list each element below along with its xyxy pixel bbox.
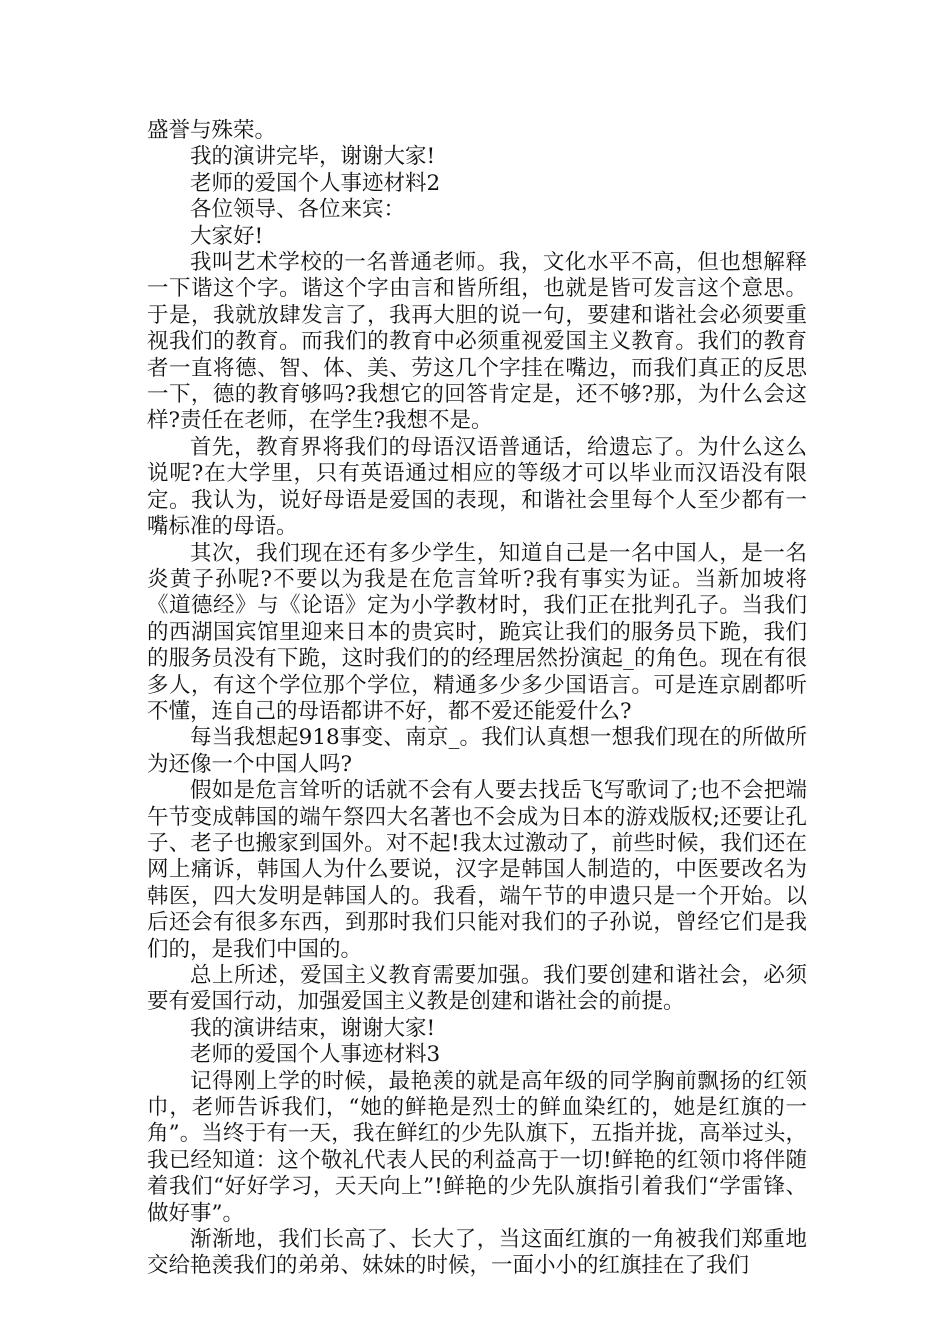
paragraph-6: 我叫艺术学校的一名普通老师。我，文化水平不高，但也想解释一下谐这个字。谐这个字由言和皆所组，也就是皆可发言这个意思。于是，我就放肆发言了，我再大胆的说一句，要建和谐社会必须要重视我们的教育。而我们的教育中必须重视爱国主义教育。我们的教育者一直将德、智、体、美、劳这几个字挂在嘴边，而我们真正的反思一下，德的教育够吗?我想它的回答肯定是，还不够?那，为什么会这样?责任在老师，在学生?我想不是。 (147, 250, 807, 434)
paragraph-8: 其次，我们现在还有多少学生，知道自己是一名中国人，是一名炎黄子孙呢?不要以为我是在危言耸听?我有事实为证。当新加坡将《道德经》与《论语》定为小学教材时，我们正在批判孔子。当我们的西湖国宾馆里迎来日本的贵宾时，跪宾让我们的服务员下跪，我们的服务员没有下跪，这时我们的的经理居然扮演起_的角色。现在有很多人，有这个学位那个学位，精通多少多少国语言。可是连京剧都听不懂，连自己的母语都讲不好，都不爱还能爱什么? (147, 540, 807, 724)
paragraph-5: 大家好! (190, 223, 264, 249)
paragraph-11: 总上所述，爱国主义教育需要加强。我们要创建和谐社会，必须要有爱国行动，加强爱国主义教是创建和谐社会的前提。 (147, 963, 807, 1015)
document-page (147, 118, 807, 1280)
paragraph-15: 渐渐地，我们长高了、长大了，当这面红旗的一角被我们郑重地交给艳羡我们的弟弟、妹妹的时候，一面小小的红旗挂在了我们 (147, 1227, 807, 1279)
paragraph-2: 我的演讲完毕，谢谢大家! (190, 144, 436, 170)
paragraph-10: 假如是危言耸听的话就不会有人要去找岳飞写歌词了;也不会把端午节变成韩国的端午祭四大名著也不会成为日本的游戏版权;还要让孔子、老子也搬家到国外。对不起!我太过激动了，前些时候，我们还在网上痛诉，韩国人为什么要说，汉字是韩国人制造的，中医要改名为韩医，四大发明是韩国人的。我看，端午节的申遗只是一个开始。以后还会有很多东西，到那时我们只能对我们的子孙说，曾经它们是我们的，是我们中国的。 (147, 778, 807, 962)
section-heading-2: 老师的爱国个人事迹材料2 (190, 170, 441, 196)
section-heading-3: 老师的爱国个人事迹材料3 (190, 1042, 441, 1068)
paragraph-14: 记得刚上学的时候，最艳羡的就是高年级的同学胸前飘扬的红领巾，老师告诉我们，“她的鲜艳是烈士的鲜血染红的，她是红旗的一角”。当终于有一天，我在鲜红的少先队旗下，五指并拢，高举过头，我已经知道：这个敬礼代表人民的利益高于一切!鲜艳的红领巾将伴随着我们“好好学习，天天向上”!鲜艳的少先队旗指引着我们“学雷锋、做好事”。 (147, 1068, 807, 1226)
paragraph-7: 首先，教育界将我们的母语汉语普通话，给遗忘了。为什么这么说呢?在大学里，只有英语通过相应的等级才可以毕业而汉语没有限定。我认为，说好母语是爱国的表现，和谐社会里每个人至少都有一嘴标准的母语。 (147, 434, 807, 540)
paragraph-9: 每当我想起918事变、南京_。我们认真想一想我们现在的所做所为还像一个中国人吗? (147, 725, 807, 777)
paragraph-4: 各位领导、各位来宾： (190, 197, 406, 223)
paragraph-12: 我的演讲结束，谢谢大家! (190, 1015, 436, 1041)
paragraph-1: 盛誉与殊荣。 (147, 118, 277, 143)
